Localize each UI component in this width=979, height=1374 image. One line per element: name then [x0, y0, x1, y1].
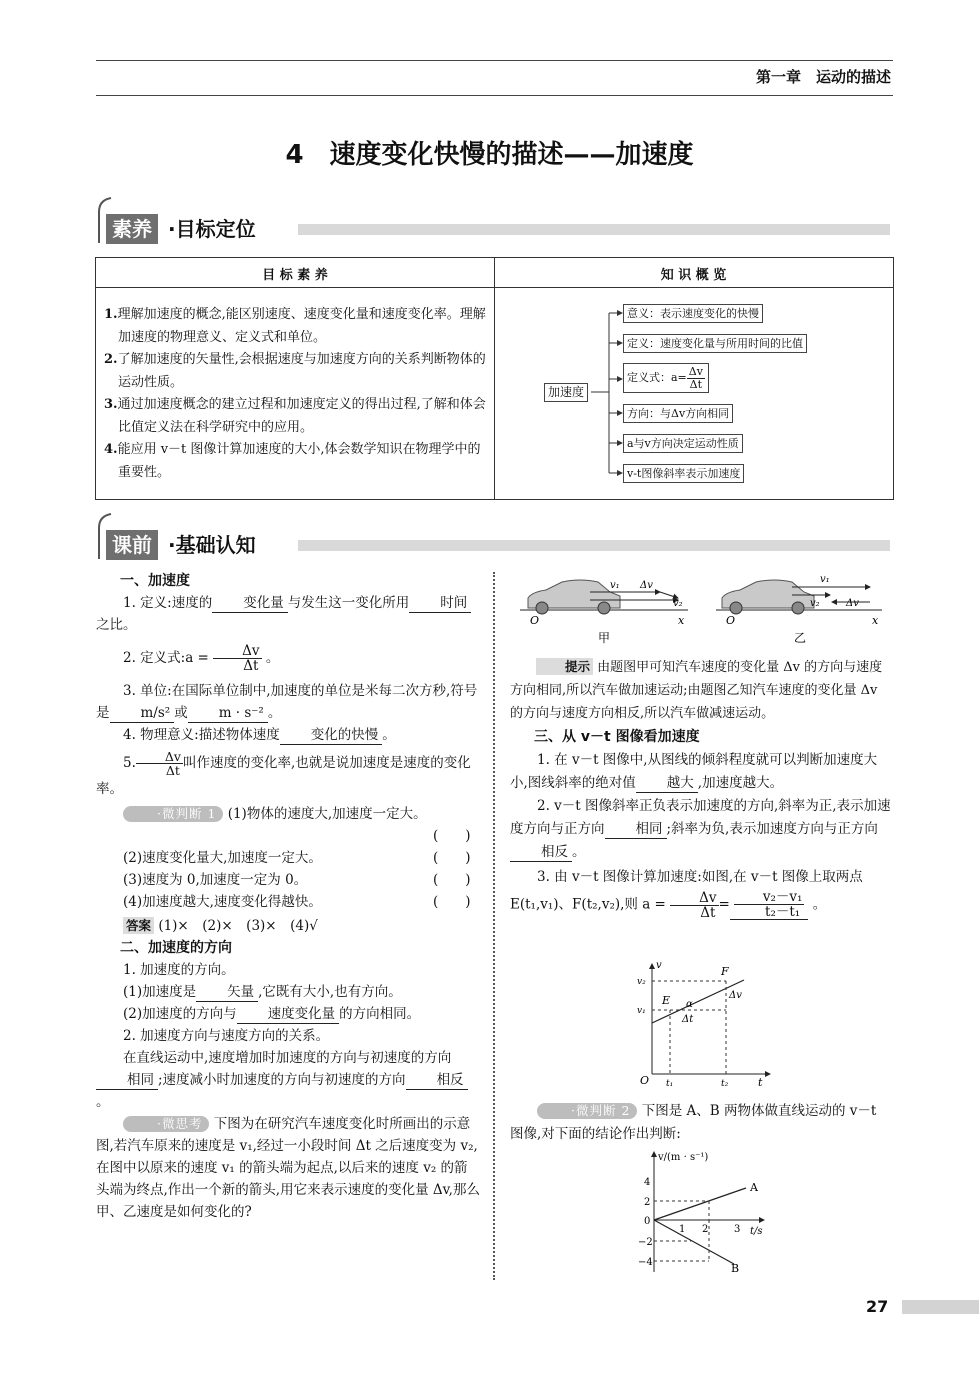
svg-text:−2: −2	[638, 1237, 653, 1248]
table-head-overview: 知 识 概 览	[660, 268, 727, 283]
svg-text:B: B	[731, 1262, 740, 1275]
car-diagram-yi	[710, 568, 890, 648]
para-direction-1b: (2)加速度的方向与 速度变化量 的方向相同。	[123, 1006, 421, 1023]
para-vt-2: 2. v－t 图像斜率正负表示加速度的方向,斜率为正,表示加速度方向与正方向 相同 ;斜率为负,表示加速度方向与正方向相反 。	[510, 798, 891, 860]
left-column	[96, 570, 481, 1223]
para-meaning: 4. 物理意义:描述物体速度 变化的快慢 。	[123, 727, 396, 743]
judge-item: ( )	[433, 828, 471, 845]
judge-item: ( ) (3)速度为 0,加速度一定为 0。	[123, 872, 471, 889]
svg-text:t₁: t₁	[666, 1079, 674, 1089]
svg-text:v/(m · s⁻¹): v/(m · s⁻¹)	[658, 1152, 709, 1163]
page-number-bar	[902, 1300, 979, 1314]
overview-item: 意义：表示速度变化的快慢	[623, 304, 763, 323]
section-bar	[298, 224, 890, 235]
svg-text:x: x	[678, 614, 685, 627]
svg-text:0: 0	[644, 1216, 651, 1227]
overview-item: v-t图像斜率表示加速度	[623, 464, 744, 483]
svg-text:E: E	[662, 994, 671, 1007]
judge1: ·微判断 1 (1)物体的速度大,加速度一定大。	[96, 803, 481, 825]
para-unit: 3. 单位:在国际单位制中,加速度的单位是米每二次方秒,符号是 m/s² 或 m · s⁻² 。	[96, 683, 478, 721]
overview-root: 加速度	[544, 383, 588, 402]
answer-line: 答案 (1)× (2)× (3)× (4)√	[96, 915, 481, 937]
para-direction-rel: 在直线运动中,速度增加时加速度的方向与初速度的方向相同 ;速度减小时加速度的方向与初速度的方向 相反。	[96, 1047, 481, 1113]
goal-item: 3.通过加速度概念的建立过程和加速度定义的得出过程,了解和体会比值定义法在科学研究中的应用。	[104, 397, 486, 435]
svg-text:O: O	[726, 614, 736, 627]
vt-graph-ef	[630, 958, 780, 1090]
right-column-top	[510, 656, 893, 920]
vt-graph-ab	[634, 1148, 794, 1276]
svg-text:t/s: t/s	[750, 1226, 763, 1237]
hint-tag: 提示	[536, 658, 593, 675]
goals-table	[95, 257, 894, 500]
section-tag: 课前	[106, 530, 158, 560]
judge-item: ( ) (4)加速度越大,速度变化得越快。	[123, 894, 471, 911]
para-direction-1: 1. 加速度的方向。	[123, 962, 235, 979]
think-tag: ·微思考	[123, 1116, 209, 1132]
svg-text:Δv: Δv	[640, 580, 653, 591]
svg-text:−4: −4	[638, 1257, 653, 1268]
svg-text:v₁: v₁	[637, 1006, 646, 1016]
svg-text:3: 3	[734, 1224, 741, 1235]
para-definition: 1. 定义:速度的 变化量 与发生这一变化所用 时间之比。	[96, 592, 481, 636]
judge-tag: ·微判断 1	[123, 806, 223, 822]
judge2-block	[510, 1100, 893, 1146]
svg-text:x: x	[872, 614, 879, 627]
column-divider	[493, 572, 495, 1280]
overview-item: 定义：速度变化量与所用时间的比值	[623, 334, 807, 353]
goal-item: 1.理解加速度的概念,能区别速度、速度变化量和速度变化率。理解加速度的物理意义、定义式和单位。	[104, 307, 486, 345]
judge2: ·微判断 2 下图是 A、B 两物体做直线运动的 v－t 图像,对下面的结论作出判断:	[510, 1103, 877, 1142]
para-formula: 2. 定义式:a = $\frac{\Delta v}{\Delta t}$ 。	[123, 642, 280, 674]
running-header	[756, 66, 891, 87]
para-direction-2: 2. 加速度方向与速度方向的关系。	[123, 1028, 330, 1045]
svg-text:1: 1	[679, 1224, 686, 1235]
hint-para: 提示 由题图甲可知汽车速度的变化量 Δv 的方向与速度方向相同,所以汽车做加速运动;由题图乙知汽车速度的变化量 Δv 的方向与速度方向相反,所以汽车做减速运动。	[510, 659, 883, 721]
svg-text:Δv: Δv	[729, 990, 742, 1001]
svg-text:v₁: v₁	[820, 574, 830, 585]
svg-text:α: α	[686, 999, 693, 1010]
svg-text:v₂: v₂	[810, 598, 820, 609]
goal-item: 2.了解加速度的矢量性,会根据速度与加速度方向的关系判断物体的运动性质。	[104, 352, 486, 390]
header-title: 运动的描述	[815, 68, 891, 86]
svg-text:乙: 乙	[794, 631, 807, 645]
section-title: ·目标定位	[168, 217, 256, 241]
para-vt-3: 3. 由 v－t 图像计算加速度:如图,在 v－t 图像上取两点 E(t₁,v₁)、F(t₂,v₂),则 a = $\frac{\Delta v}{\Delta t}$ = $\frac{\text{v₂－v₁}}{\text{t₂－t₁}}$ 。	[510, 869, 863, 921]
svg-text:甲: 甲	[598, 631, 611, 645]
heading-vt: 三、从 v－t 图像看加速度	[534, 729, 700, 745]
overview-item: a与v方向决定运动性质	[623, 434, 743, 453]
svg-text:F: F	[721, 965, 729, 978]
svg-text:v₂: v₂	[637, 977, 646, 987]
header-chapter: 第一章	[755, 68, 801, 86]
svg-text:2: 2	[702, 1224, 709, 1235]
heading-direction: 二、加速度的方向	[120, 940, 232, 957]
svg-text:4: 4	[644, 1177, 651, 1188]
judge-item: ( ) (2)速度变化量大,加速度一定大。	[123, 850, 471, 867]
overview-item: 方向：与Δv方向相同	[623, 404, 733, 423]
answer-tag: 答案	[123, 917, 154, 934]
svg-text:v₁: v₁	[610, 580, 620, 591]
lesson-title: 4 速度变化快慢的描述——加速度	[285, 140, 694, 170]
table-head-goals: 目 标 素 养	[262, 268, 328, 283]
overview-item-formula: 定义式：a= $\frac{\Delta v}{\Delta t}$	[623, 363, 709, 393]
section-title: ·基础认知	[168, 533, 256, 557]
think-para: ·微思考 下图为在研究汽车速度变化时所画出的示意图,若汽车原来的速度是 v₁,经过一小段时间 Δt 之后速度变为 v₂,在图中以原来的速度 v₁ 的箭头端为起点,以后来的速度 v₂ 的箭头端为终点,作出一个新的箭头,用它来表示速度的变化量 Δv,那么甲、乙速度是如何变化的?	[96, 1116, 480, 1221]
goal-item: 4.能应用 v－t 图像计算加速度的大小,体会数学知识在物理学中的重要性。	[104, 442, 481, 480]
svg-text:A: A	[750, 1181, 758, 1194]
svg-text:t: t	[758, 1076, 763, 1089]
overview-diagram	[494, 287, 893, 499]
section-bar	[298, 540, 890, 551]
svg-text:t₂: t₂	[721, 1079, 729, 1089]
svg-text:O: O	[640, 1074, 650, 1087]
goals-list	[104, 304, 488, 484]
heading-acceleration: 一、加速度	[120, 573, 190, 589]
page-number: 27	[866, 1297, 889, 1316]
svg-text:2: 2	[644, 1197, 651, 1208]
para-direction-1a: (1)加速度是 矢量 ,它既有大小,也有方向。	[123, 984, 402, 1001]
para-vt-1: 1. 在 v－t 图像中,从图线的倾斜程度就可以判断加速度大小,图线斜率的绝对值 越大 ,加速度越大。	[510, 752, 878, 791]
svg-text:Δt: Δt	[682, 1014, 694, 1025]
car-diagram-jia	[510, 568, 700, 648]
svg-text:v₂: v₂	[673, 598, 683, 609]
para-rate: 5. $\frac{\Delta v}{\Delta t}$ 叫作速度的变化率,也就是说加速度是速度的变化率。	[96, 749, 471, 798]
svg-text:Δv: Δv	[846, 598, 859, 609]
svg-text:v: v	[656, 960, 662, 971]
svg-text:O: O	[530, 614, 540, 627]
section-tag: 素养	[106, 214, 158, 244]
judge-tag: ·微判断 2	[537, 1103, 637, 1119]
